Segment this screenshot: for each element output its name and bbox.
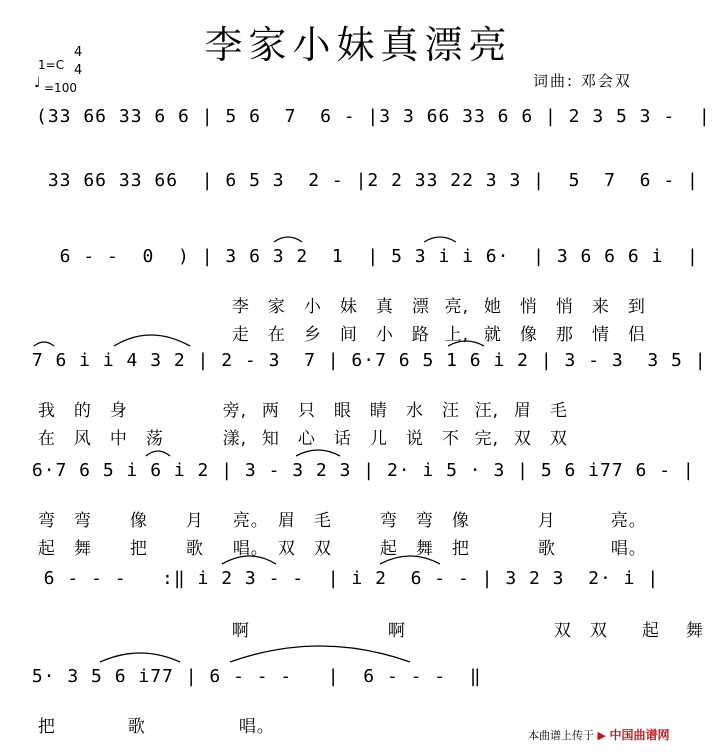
lyric-word: 真 (375, 297, 394, 317)
lyric-word: 歌 (537, 539, 556, 559)
lyric-word: 我 (37, 401, 56, 421)
lyric-word: 像 (519, 325, 538, 345)
lyric-word: 把 (129, 539, 148, 559)
slur-mark (114, 335, 190, 346)
notation-line: (33 66 33 6 6 | 5 6 7 6 - |3 3 66 33 6 6 | 2 3 5 3 - | (36, 106, 711, 127)
lyric-word: 双 (513, 429, 532, 449)
score-row-3 (0, 242, 717, 276)
lyric-word: 双 (313, 539, 332, 559)
lyric-word: 汪 (441, 401, 460, 421)
lyric-word: 旁, (222, 401, 248, 421)
lyric-word: 李 (231, 297, 250, 317)
composer-credit: 词曲: 邓会双 (533, 72, 632, 90)
lyric-word: 歌 (127, 717, 146, 737)
lyric-word: 月 (185, 511, 204, 531)
lyric-word: 在 (37, 429, 56, 449)
lyric-word: 起 (641, 621, 660, 641)
song-title: 李家小妹真漂亮 (204, 23, 513, 67)
lyric-word: 荡 (145, 429, 164, 449)
lyric-word: 悄 (519, 297, 538, 317)
lyric-word: 亮。 (610, 511, 647, 531)
lyric-word: 舞 (415, 539, 434, 559)
time-signature-top: 4 (74, 45, 83, 60)
lyric-word: 亮。 (232, 511, 269, 531)
lyric-word: 起 (37, 539, 56, 559)
lyric-word: 亮, (444, 297, 470, 317)
notation-line: 5· 3 5 6 i77 | 6 - - - | 6 - - - ‖ (20, 666, 482, 687)
lyric-word: 双 (549, 429, 568, 449)
lyric-word: 身 (109, 401, 128, 421)
footer-text: 本曲谱上传于 (528, 729, 594, 742)
site-logo-text[interactable]: 中国曲谱网 (609, 728, 670, 742)
lyric-word: 那 (555, 325, 574, 345)
lyric-word: 眼 (333, 401, 352, 421)
score-row-6 (0, 564, 717, 598)
lyric-word: 间 (339, 325, 358, 345)
lyric-word: 唱。 (610, 539, 647, 559)
lyric-word: 汪, (474, 401, 500, 421)
lyric-word: 在 (267, 325, 286, 345)
score-row-7 (0, 662, 717, 696)
lyric-word: 她 (483, 297, 502, 317)
lyric-word: 两 (261, 401, 280, 421)
lyric-word: 像 (129, 511, 148, 531)
lyric-word: 把 (37, 717, 56, 737)
lyric-word: 悄 (555, 297, 574, 317)
lyric-word: 毛 (313, 511, 332, 531)
notation-line: 6·7 6 5 i 6 i 2 | 3 - 3 2 3 | 2· i 5 · 3 | 5 6 i77 6 - | (20, 460, 695, 481)
score-row-2 (0, 166, 717, 200)
slur-mark (100, 653, 180, 662)
lyric-word: 像 (451, 511, 470, 531)
lyric-word: 歌 (185, 539, 204, 559)
lyric-word: 小 (375, 325, 394, 345)
lyric-word: 眉 (277, 511, 296, 531)
lyric-word: 舞 (685, 621, 704, 641)
key-signature: 1=C (38, 58, 65, 72)
lyric-verse-1 (16, 694, 275, 738)
lyric-word: 妹 (339, 297, 358, 317)
lyric-word: 侣 (627, 325, 646, 345)
slur-mark (230, 646, 410, 662)
lyric-word: 唱。 (232, 539, 269, 559)
lyric-word: 情 (591, 325, 610, 345)
score-row-1 (0, 102, 717, 136)
lyric-word: 说 (405, 429, 424, 449)
lyric-word: 双 (553, 621, 572, 641)
lyric-word: 啊 (387, 621, 406, 641)
lyric-word: 到 (627, 297, 646, 317)
lyric-word: 不 (441, 429, 460, 449)
lyric-word: 完, (474, 429, 500, 449)
lyric-word: 路 (411, 325, 430, 345)
lyric-word: 心 (297, 429, 316, 449)
lyric-word: 月 (537, 511, 556, 531)
lyric-word: 起 (379, 539, 398, 559)
lyric-word: 啊 (231, 621, 250, 641)
site-logo-icon: ▶ (597, 729, 606, 742)
lyric-word: 小 (303, 297, 322, 317)
lyric-verse-1 (210, 598, 713, 642)
lyric-word: 双 (589, 621, 608, 641)
lyric-word: 知 (261, 429, 280, 449)
lyric-word: 乡 (303, 325, 322, 345)
lyric-word: 弯 (37, 511, 56, 531)
tempo-note-icon: ♩ (34, 75, 41, 91)
lyric-word: 的 (73, 401, 92, 421)
lyric-word: 唱。 (238, 717, 275, 737)
lyric-word: 只 (297, 401, 316, 421)
score-row-4 (0, 346, 717, 380)
tempo-marking: =100 (44, 81, 77, 95)
lyric-word: 睛 (369, 401, 388, 421)
lyric-word: 毛 (549, 401, 568, 421)
lyric-word: 中 (109, 429, 128, 449)
lyric-word: 眉 (513, 401, 532, 421)
lyric-verse-2 (210, 302, 655, 346)
lyric-word: 来 (591, 297, 610, 317)
lyric-word: 儿 (369, 429, 388, 449)
lyric-word: 就 (483, 325, 502, 345)
lyric-word: 水 (405, 401, 424, 421)
notation-line: 33 66 33 66 | 6 5 3 2 - |2 2 33 22 3 3 | 5 7 6 - | (36, 170, 699, 191)
lyric-word: 把 (451, 539, 470, 559)
lyric-word: 双 (277, 539, 296, 559)
score-row-5 (0, 456, 717, 490)
notation-line: 7 6 i i 4 3 2 | 2 - 3 7 | 6·7 6 5 1 6 i 2 | 3 - 3 3 5 | (20, 350, 707, 371)
lyric-word: 漂 (411, 297, 430, 317)
lyric-word: 话 (333, 429, 352, 449)
lyric-word: 舞 (73, 539, 92, 559)
lyric-word: 漾, (222, 429, 248, 449)
footer-upload-note (528, 726, 669, 743)
lyric-word: 弯 (379, 511, 398, 531)
lyric-verse-2 (16, 406, 577, 450)
notation-line: 6 - - 0 ) | 3 6 3 2 1 | 5 3 i i 6· | 3 6 6 6 i | (36, 246, 699, 267)
lyric-word: 走 (231, 325, 250, 345)
lyric-verse-2 (16, 516, 647, 560)
time-signature-bottom: 4 (74, 63, 83, 78)
notation-line: 6 - - - :‖ i 2 3 - - | i 2 6 - - | 3 2 3 2· i | (20, 568, 660, 589)
lyric-word: 弯 (73, 511, 92, 531)
lyric-word: 上, (444, 325, 470, 345)
lyric-word: 弯 (415, 511, 434, 531)
lyric-word: 家 (267, 297, 286, 317)
lyric-word: 风 (73, 429, 92, 449)
